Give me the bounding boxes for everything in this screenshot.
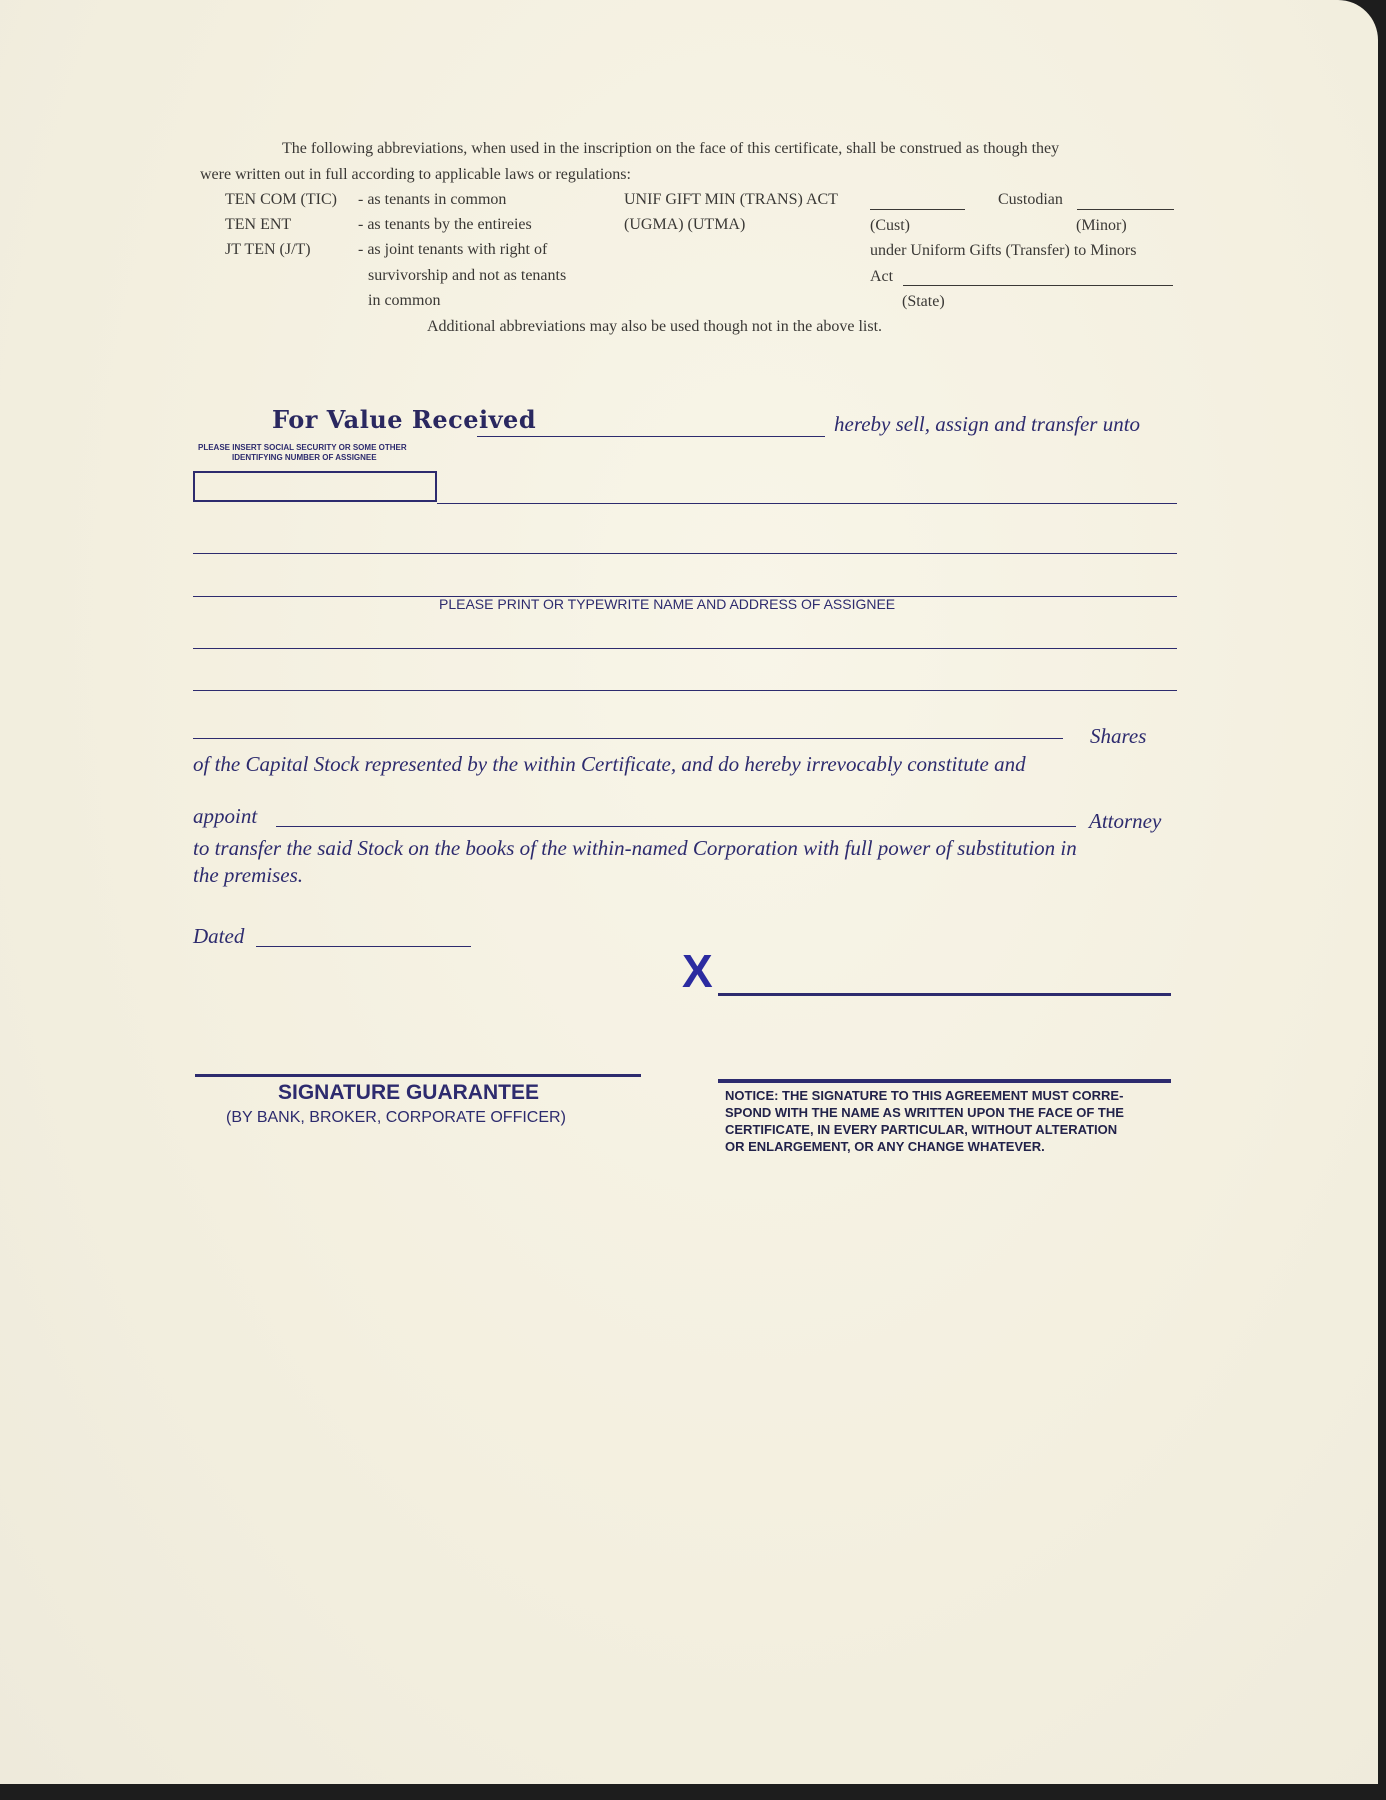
transfer-text-line2: the premises. xyxy=(193,863,304,887)
shares-line[interactable] xyxy=(193,738,1063,739)
state-blank-line xyxy=(903,285,1173,286)
hereby-assign-text: hereby sell, assign and transfer unto xyxy=(834,412,1141,436)
assignee-line-2[interactable] xyxy=(193,553,1177,554)
notice-line1: NOTICE: THE SIGNATURE TO THIS AGREEMENT MUST CORRE- xyxy=(725,1088,1124,1103)
transfer-text-line1: to transfer the said Stock on the books of the within-named Corporation with full power of substitution in xyxy=(193,836,1077,860)
ssn-label-line2: IDENTIFYING NUMBER OF ASSIGNEE xyxy=(232,453,377,462)
ugma-label: (UGMA) (UTMA) xyxy=(624,216,746,233)
assignee-line-4[interactable] xyxy=(193,648,1177,649)
jt-ten-description-2: survivorship and not as tenants xyxy=(368,267,567,284)
attorney-line[interactable] xyxy=(276,826,1076,827)
dated-line[interactable] xyxy=(256,946,471,947)
attorney-label: Attorney xyxy=(1089,809,1162,833)
ten-ent-label: TEN ENT xyxy=(225,216,292,233)
jt-ten-label: JT TEN (J/T) xyxy=(225,241,311,258)
dated-label: Dated xyxy=(193,924,245,948)
ssn-label-line1: PLEASE INSERT SOCIAL SECURITY OR SOME OTHER xyxy=(198,443,407,452)
assignor-line[interactable] xyxy=(477,436,825,437)
custodian-label: Custodian xyxy=(998,191,1063,208)
uniform-gifts-label: under Uniform Gifts (Transfer) to Minors xyxy=(870,242,1137,259)
jt-ten-description-3: in common xyxy=(368,292,441,309)
print-name-caption: PLEASE PRINT OR TYPEWRITE NAME AND ADDRESS OF ASSIGNEE xyxy=(439,596,896,612)
minor-caption: (Minor) xyxy=(1076,217,1127,234)
notice-rule xyxy=(718,1079,1171,1083)
appoint-label: appoint xyxy=(193,804,258,828)
state-caption: (State) xyxy=(902,293,945,310)
ssn-input-box[interactable] xyxy=(193,471,437,502)
assignee-line-5[interactable] xyxy=(193,690,1177,691)
minor-blank-line xyxy=(1077,209,1174,210)
unif-gift-label: UNIF GIFT MIN (TRANS) ACT xyxy=(624,191,838,208)
additional-abbreviations-note: Additional abbreviations may also be used though not in the above list. xyxy=(427,318,883,335)
notice-line3: CERTIFICATE, IN EVERY PARTICULAR, WITHOUT ALTERATION xyxy=(725,1122,1118,1137)
notice-line4: OR ENLARGEMENT, OR ANY CHANGE WHATEVER. xyxy=(725,1139,1045,1154)
signature-x-mark: X xyxy=(682,945,713,997)
cust-caption: (Cust) xyxy=(870,217,910,234)
abbreviations-intro-line1: The following abbreviations, when used in the inscription on the face of this certificate, shall be construed as though they xyxy=(282,140,1060,157)
jt-ten-description-1: - as joint tenants with right of xyxy=(358,241,548,258)
guarantee-line[interactable] xyxy=(195,1074,641,1077)
abbreviations-intro-line2: were written out in full according to applicable laws or regulations: xyxy=(200,166,631,183)
notice-line2: SPOND WITH THE NAME AS WRITTEN UPON THE FACE OF THE xyxy=(725,1105,1124,1120)
shares-label: Shares xyxy=(1090,724,1147,748)
act-label: Act xyxy=(870,268,894,285)
cust-blank-line xyxy=(870,209,965,210)
signature-line[interactable] xyxy=(718,993,1171,996)
assignee-line-1[interactable] xyxy=(437,503,1177,504)
signature-guarantee-title: SIGNATURE GUARANTEE xyxy=(278,1081,539,1104)
ten-com-label: TEN COM (TIC) xyxy=(225,191,337,208)
signature-guarantee-subtitle: (BY BANK, BROKER, CORPORATE OFFICER) xyxy=(226,1109,566,1126)
ten-ent-description: - as tenants by the entireies xyxy=(358,216,532,233)
for-value-received-heading: For Value Received xyxy=(272,405,537,434)
ten-com-description: - as tenants in common xyxy=(358,191,507,208)
capital-stock-text: of the Capital Stock represented by the within Certificate, and do hereby irrevocably constitute and xyxy=(193,752,1026,776)
